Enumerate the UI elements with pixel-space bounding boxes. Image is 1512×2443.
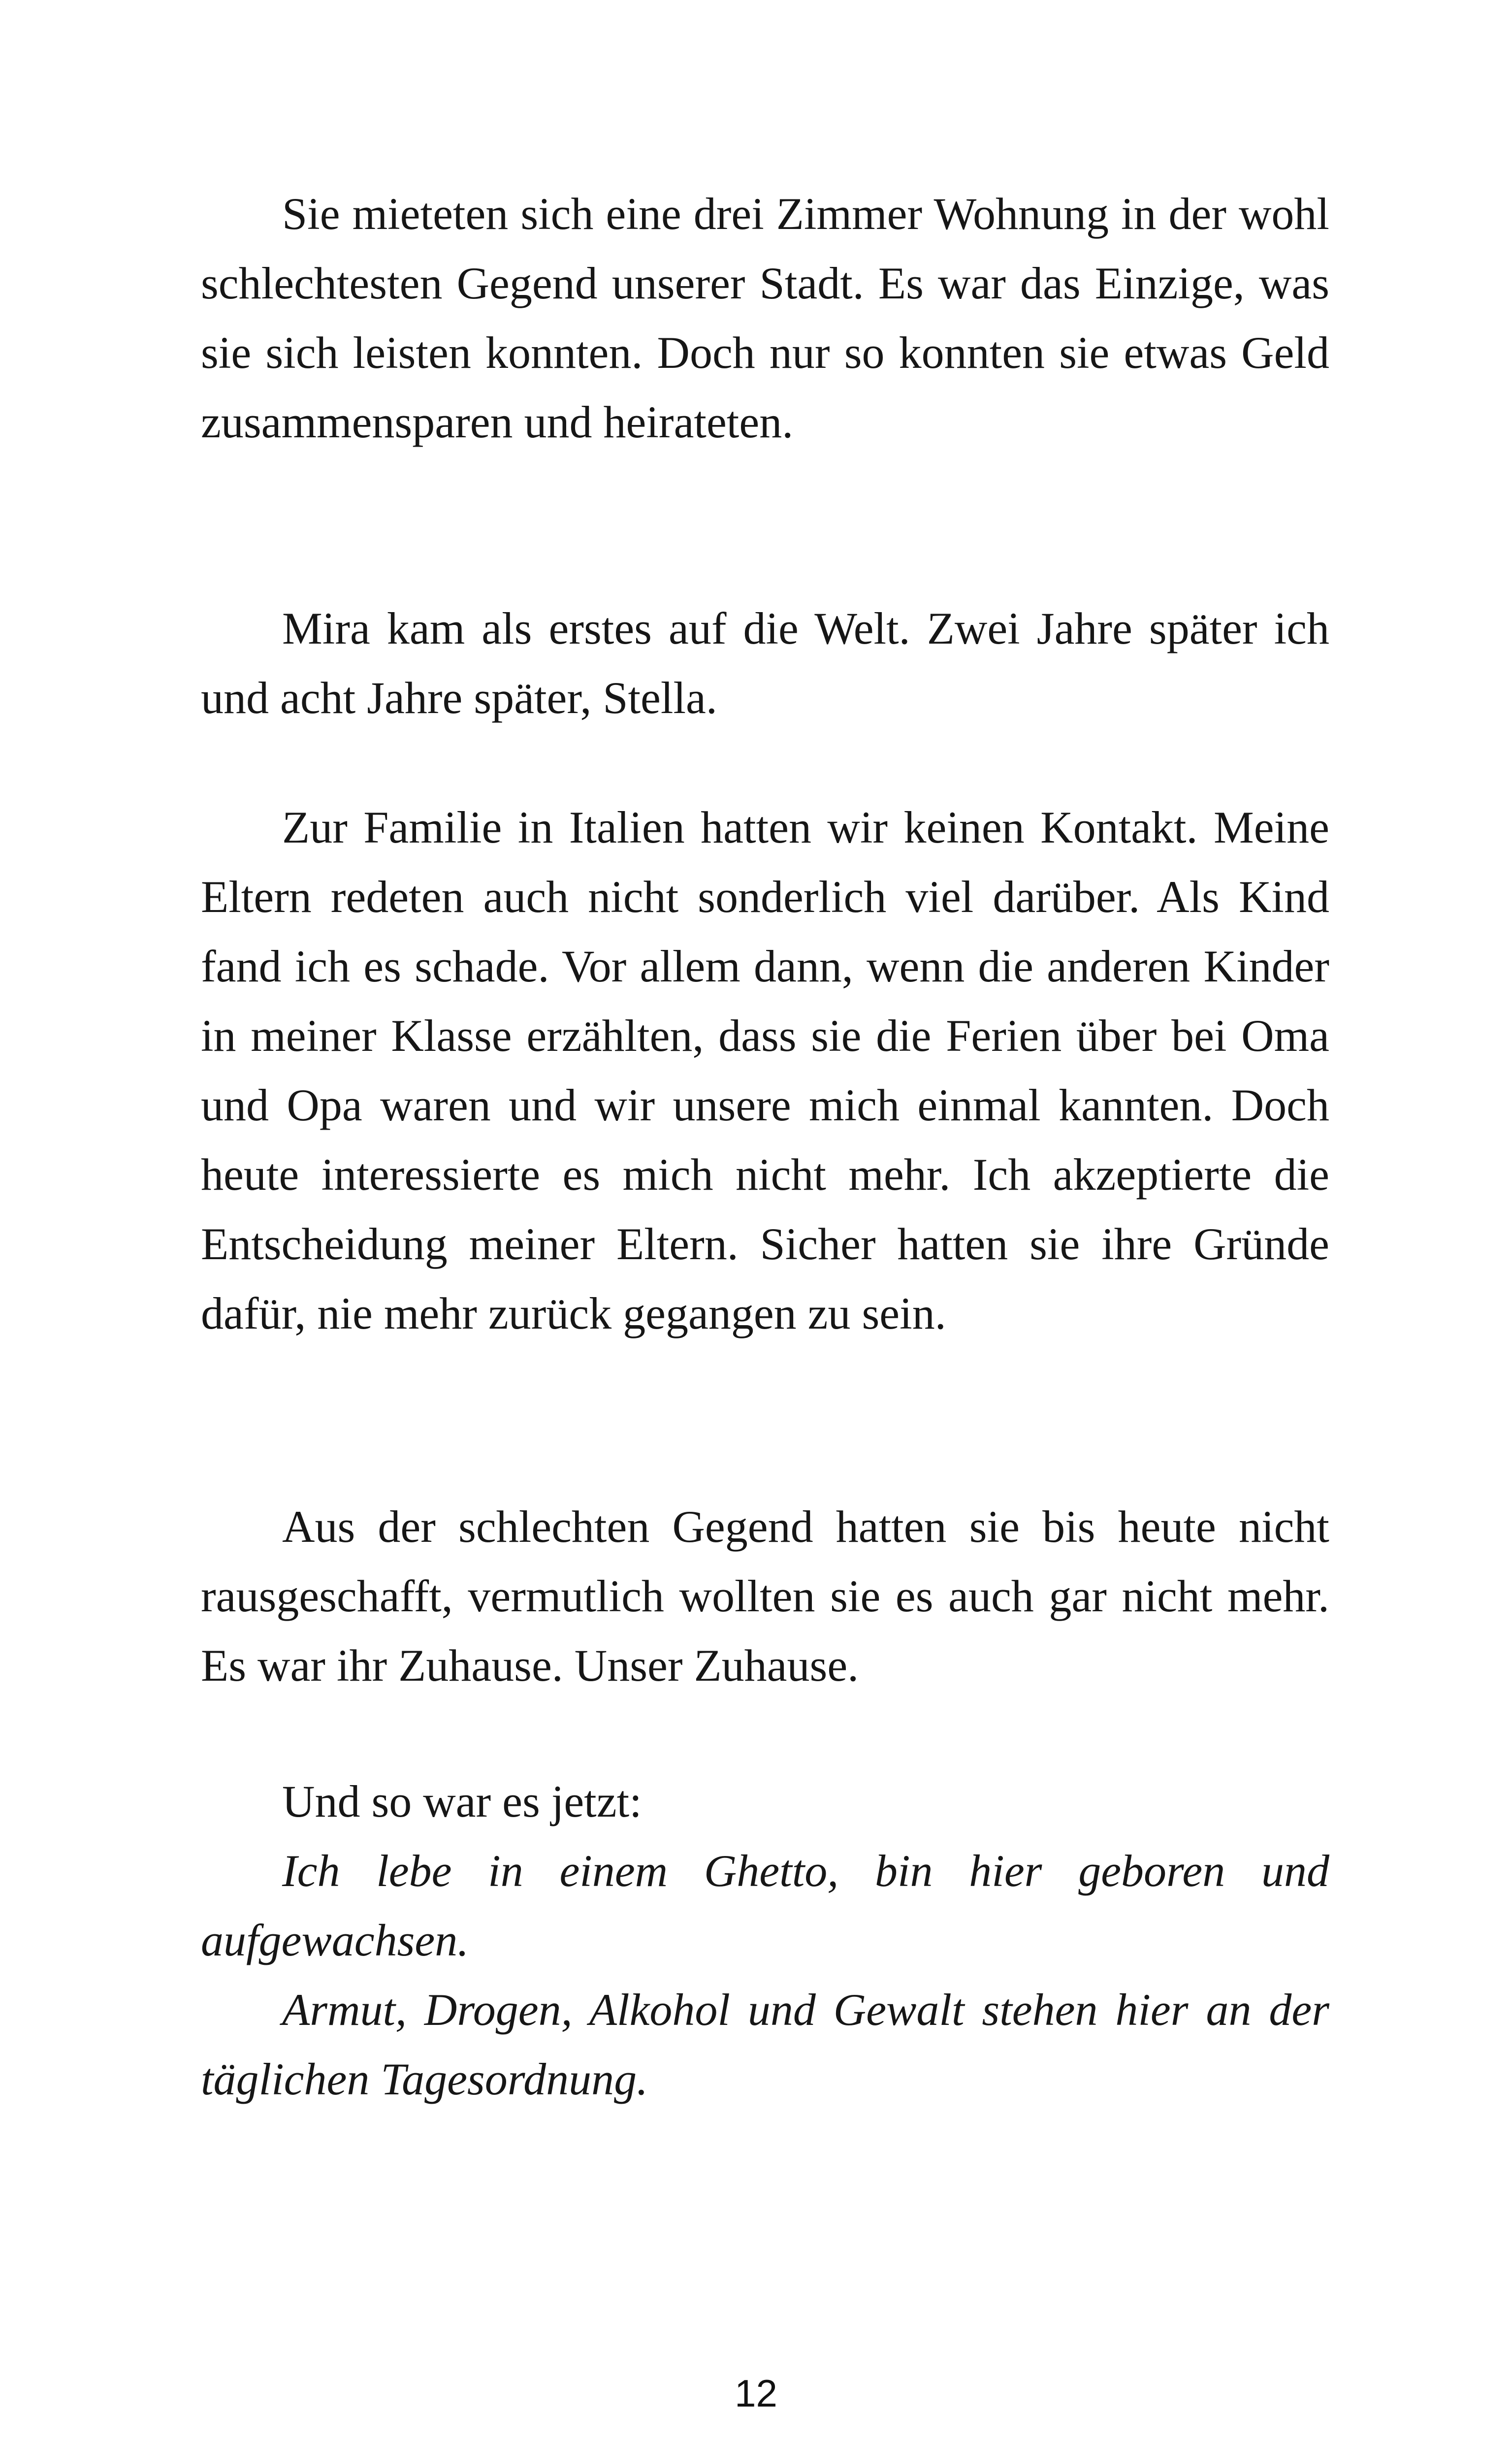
paragraph-family-italy: Zur Familie in Italien hatten wir keinen Kontakt. Meine Eltern redeten auch nicht sonderlich viel darüber. Als Kind fand ich es schade. Vor allem dann, wenn die anderen Kinder in meiner Klasse erzählten, dass sie die Ferien über bei Oma und Opa waren und wir unsere mich einmal kannten. Doch heute interessierte es mich nicht mehr. Ich akzeptierte die Entscheidung meiner Eltern. Sicher hatten sie ihre Gründe dafür, nie mehr zurück gegangen zu sein. (201, 802, 1329, 1338)
paragraph-intro-line: Und so war es jetzt: (282, 1776, 642, 1826)
paragraph-siblings: Mira kam als erstes auf die Welt. Zwei Jahre später ich und acht Jahre später, Stella. (201, 603, 1329, 723)
italic-paragraph-ghetto: Ich lebe in einem Ghetto, bin hier geboren und aufgewachsen. (201, 1846, 1329, 1965)
paragraph-bad-neighborhood: Aus der schlechten Gegend hatten sie bis heute nicht rausgeschafft, vermutlich wollten sie es auch gar nicht mehr. Es war ihr Zuhause. Unser Zuhause. (201, 1501, 1329, 1691)
paragraph-apartment: Sie mieteten sich eine drei Zimmer Wohnung in der wohl schlechtesten Gegend unserer Stadt. Es war das Einzige, was sie sich leisten konnten. Doch nur so konnten sie etwas Geld zusammensparen und heirateten. (201, 189, 1329, 447)
italic-paragraph-daily-order: Armut, Drogen, Alkohol und Gewalt stehen hier an der täglichen Tagesordnung. (201, 1985, 1329, 2104)
page-number: 12 (735, 2372, 777, 2415)
